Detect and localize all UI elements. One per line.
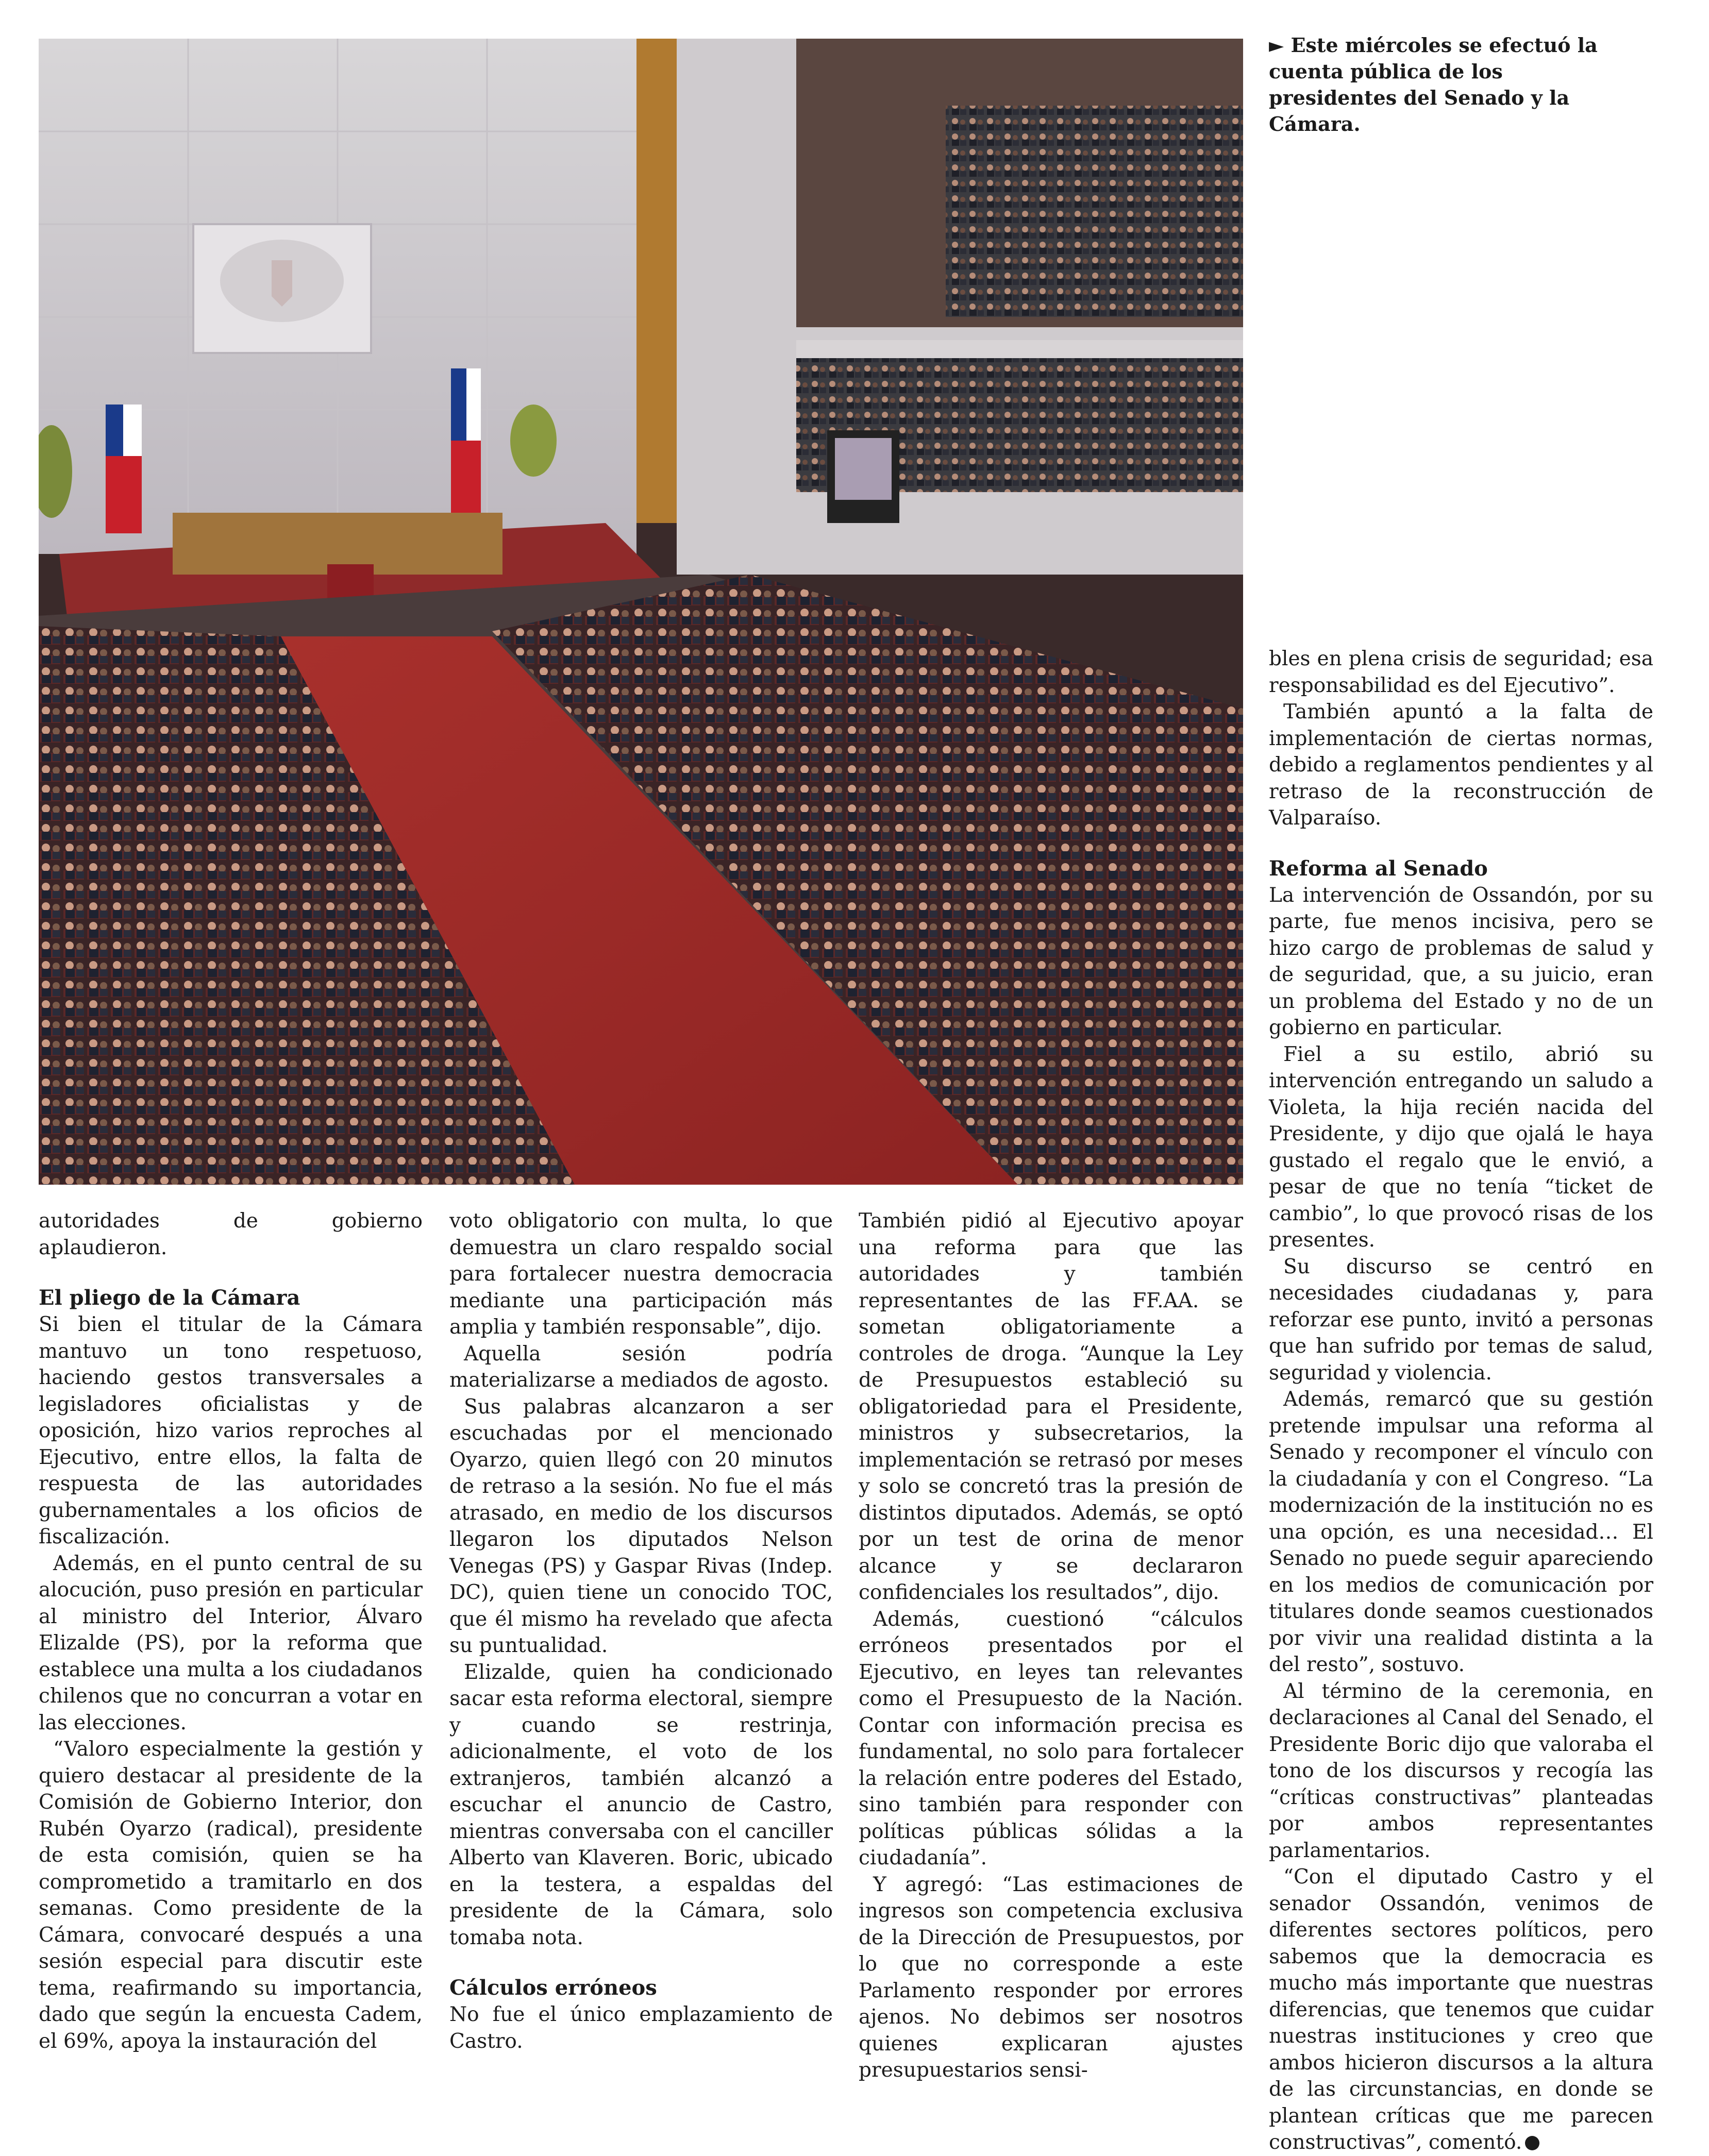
paragraph: Aquella sesión podría materializarse a mediados de agosto. bbox=[449, 1342, 833, 1392]
paragraph: No fue el único emplazamiento de Castro. bbox=[449, 2003, 833, 2053]
paragraph: Fiel a su estilo, abrió su intervención entregando un saludo a Violeta, la hija recién nacida del Presidente, y dijo que ojalá le haya gustado el regalo que le envió, a pesar de que no tenía “ticket de cambio”, lo que provocó risas de los presentes. bbox=[1269, 1042, 1653, 1252]
paragraph: Y agregó: “Las estimaciones de ingresos son competencia exclusiva de la Dirección de Presupuestos, por lo que no corresponde a este Parlamento responder por errores ajenos. No debimos ser nosotros quienes explicaran ajustes presupuestarios sensi- bbox=[859, 1873, 1243, 2082]
article-column-2 bbox=[449, 1208, 833, 2054]
paragraph: autoridades de gobierno aplaudieron. bbox=[39, 1209, 423, 1259]
photo-caption: ► Este miércoles se efectuó la cuenta pública de los presidentes del Senado y la Cámara. bbox=[1269, 33, 1598, 136]
section-heading: El pliego de la Cámara bbox=[39, 1286, 300, 1310]
section-heading: Cálculos erróneos bbox=[449, 1976, 657, 2000]
paragraph: Elizalde, quien ha condicionado sacar esta reforma electoral, siempre y cuando se restrinja, adicionalmente, el voto de los extranjeros, también alcanzó a escuchar el anuncio de Castro, mientras conversaba con el canciller Alberto van Klaveren. Boric, ubicado en la testera, a espaldas del presidente de la Cámara, solo tomaba nota. bbox=[449, 1660, 833, 1949]
article-column-3 bbox=[859, 1208, 1243, 2084]
chamber-photo-icon bbox=[39, 39, 1243, 1185]
paragraph: Al término de la ceremonia, en declaraciones al Canal del Senado, el Presidente Boric dijo que valoraba el tono de los discursos y recogía las “críticas constructivas” planteadas por ambos representantes parlamentarios. bbox=[1269, 1679, 1653, 1862]
paragraph: Además, en el punto central de su alocución, puso presión en particular al ministro del Interior, Álvaro Elizalde (PS), por la reforma que establece una multa a los ciudadanos chilenos que no concurran a votar en las elecciones. bbox=[39, 1552, 423, 1734]
paragraph: También pidió al Ejecutivo apoyar una reforma para que las autoridades y también representantes de las FF.AA. se sometan obligatoriamente a controles de droga. “Aunque la Ley de Presupuestos estableció su obligatoriedad para el Presidente, ministros y subsecretarios, la implementación se retrasó por meses y solo se concretó tras la presión de distintos diputados. Además, se optó por un test de orina de menor alcance y se declararon confidenciales los resultados”, dijo. bbox=[859, 1209, 1243, 1604]
section-heading: Reforma al Senado bbox=[1269, 856, 1488, 881]
paragraph: Su discurso se centró en necesidades ciudadanas y, para reforzar ese punto, invitó a personas que han sufrido por temas de salud, seguridad y violencia. bbox=[1269, 1255, 1653, 1385]
paragraph: La intervención de Ossandón, por su parte, fue menos incisiva, pero se hizo cargo de problemas de salud y de seguridad, que, a su juicio, eran un problema del Estado y no de un gobierno en particular. bbox=[1269, 883, 1653, 1039]
article-column-4 bbox=[1269, 646, 1653, 2156]
paragraph: voto obligatorio con multa, lo que demuestra un claro respaldo social para fortalecer nuestra democracia mediante una participación más amplia y también responsable”, dijo. bbox=[449, 1209, 833, 1339]
chamber-photo bbox=[39, 39, 1243, 1185]
paragraph: También apuntó a la falta de implementación de ciertas normas, debido a reglamentos pendientes y al retraso de la reconstrucción de Valparaíso. bbox=[1269, 700, 1653, 830]
article-column-1 bbox=[39, 1208, 423, 2054]
paragraph: bles en plena crisis de seguridad; esa responsabilidad es del Ejecutivo”. bbox=[1269, 647, 1653, 697]
paragraph: “Valoro especialmente la gestión y quiero destacar al presidente de la Comisión de Gobierno Interior, don Rubén Oyarzo (radical), presidente de esta comisión, quien se ha comprometido a tramitarlo en dos semanas. Como presidente de la Cámara, convocaré después a una sesión especial para discutir este tema, reafirmando su importancia, dado que según la encuesta Cadem, el 69%, apoya la instauración del bbox=[39, 1738, 423, 2053]
paragraph: Además, remarcó que su gestión pretende impulsar una reforma al Senado y recomponer el vínculo con la ciudadanía y con el Congreso. “La modernización de la institución no es una opción, es una necesidad… El Senado no puede seguir apareciendo en los medios de comunicación por titulares donde seamos cuestionados por vivir una realidad distinta a la del resto”, sostuvo. bbox=[1269, 1388, 1653, 1676]
paragraph bbox=[1269, 1864, 1653, 2156]
paragraph: Sus palabras alcanzaron a ser escuchadas por el mencionado Oyarzo, quien llegó con 20 minutos de retraso a la sesión. No fue el más atrasado, en medio de los discursos llegaron los diputados Nelson Venegas (PS) y Gaspar Rivas (Indep. DC), quien tiene un conocido TOC, que él mismo ha revelado que afecta su puntualidad. bbox=[449, 1395, 833, 1657]
end-of-article-icon bbox=[1525, 2136, 1539, 2150]
paragraph: Además, cuestionó “cálculos erróneos presentados por el Ejecutivo, en leyes tan relevantes como el Presupuesto de la Nación. Contar con información precisa es fundamental, no solo para fortalecer la relación entre poderes del Estado, sino también para responder con políticas públicas sólidas a la ciudadanía”. bbox=[859, 1607, 1243, 1869]
paragraph: Si bien el titular de la Cámara mantuvo un tono respetuoso, haciendo gestos transversales a legisladores oficialistas y de oposición, hizo varios reproches al Ejecutivo, entre ellos, la falta de respuesta de las autoridades gubernamentales a los oficios de fiscalización. bbox=[39, 1313, 423, 1548]
closing-paragraph-text: “Con el diputado Castro y el senador Ossandón, venimos de diferentes sectores políticos, pero sabemos que la democracia es mucho más importante que nuestras diferencias, que tenemos que cuidar nuestras instituciones y creo que ambos hicieron discursos a la altura de las circunstancias, en donde se plantean críticas que me parecen constructivas”, comentó. bbox=[1269, 1865, 1653, 2154]
